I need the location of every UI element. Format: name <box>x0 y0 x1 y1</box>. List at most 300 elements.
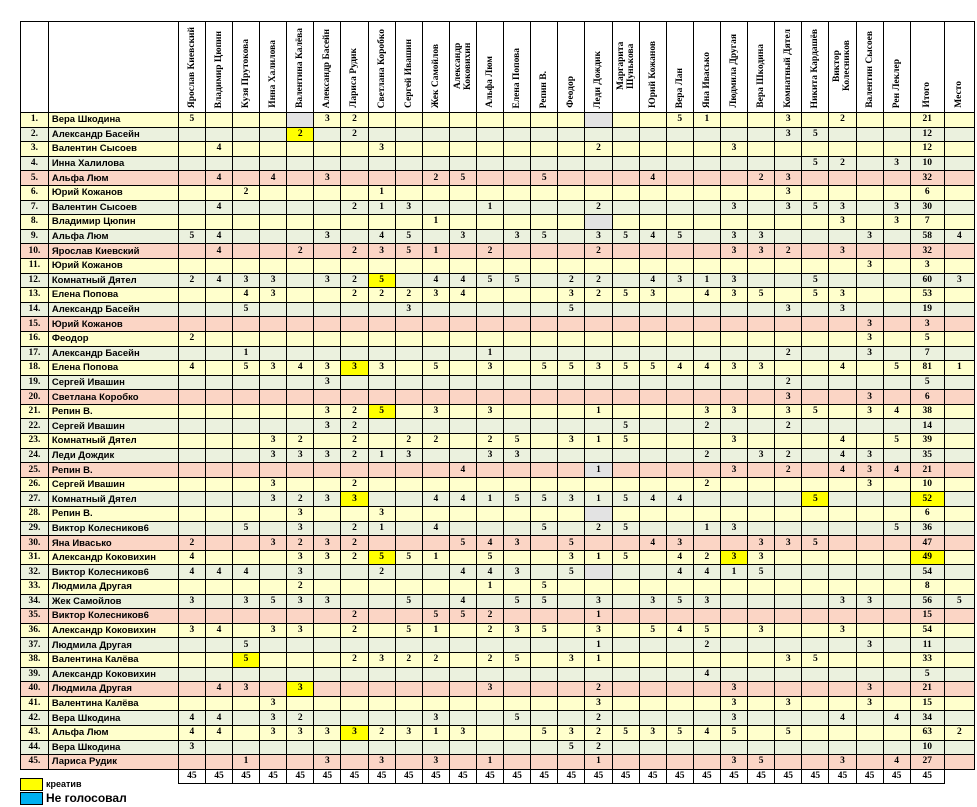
score-cell: 4 <box>693 667 720 682</box>
score-cell <box>585 317 612 332</box>
score-cell <box>504 696 531 711</box>
score-cell <box>449 331 476 346</box>
score-cell <box>639 580 666 595</box>
row-name: Александр Басейн <box>48 302 178 317</box>
score-cell <box>639 404 666 419</box>
score-cell <box>748 375 775 390</box>
score-cell <box>802 185 829 200</box>
score-cell: 4 <box>205 623 232 638</box>
score-cell <box>585 390 612 405</box>
score-cell <box>748 580 775 595</box>
score-cell: 4 <box>178 725 205 740</box>
score-cell <box>314 156 341 171</box>
score-cell <box>287 609 314 624</box>
score-cell <box>205 492 232 507</box>
score-cell <box>504 550 531 565</box>
score-cell <box>233 127 260 142</box>
footer-count-cell: 45 <box>368 769 395 784</box>
score-cell <box>612 638 639 653</box>
score-cell <box>775 361 802 376</box>
score-cell: 1 <box>422 550 449 565</box>
place-cell <box>944 755 974 770</box>
score-cell <box>449 375 476 390</box>
score-cell <box>531 200 558 215</box>
score-cell <box>558 507 585 522</box>
score-cell <box>612 623 639 638</box>
score-cell <box>666 185 693 200</box>
score-cell <box>558 244 585 259</box>
score-cell <box>531 609 558 624</box>
score-cell <box>368 609 395 624</box>
score-cell <box>720 740 747 755</box>
score-cell <box>476 229 503 244</box>
score-cell <box>341 317 368 332</box>
score-cell <box>748 696 775 711</box>
score-cell <box>639 434 666 449</box>
score-cell: 3 <box>260 696 287 711</box>
score-cell: 3 <box>585 594 612 609</box>
score-cell <box>802 331 829 346</box>
score-cell <box>693 127 720 142</box>
score-cell <box>829 740 856 755</box>
score-cell <box>883 652 910 667</box>
score-cell <box>287 477 314 492</box>
table-row <box>21 156 975 171</box>
score-cell <box>693 609 720 624</box>
score-cell <box>531 273 558 288</box>
score-cell <box>693 434 720 449</box>
score-cell: 4 <box>666 492 693 507</box>
score-cell: 5 <box>558 361 585 376</box>
score-cell <box>476 463 503 478</box>
column-header-label: Светлана Коробко <box>376 28 387 108</box>
score-cell <box>829 580 856 595</box>
score-cell <box>639 244 666 259</box>
score-cell <box>449 521 476 536</box>
score-cell <box>775 156 802 171</box>
total-cell: 56 <box>910 594 944 609</box>
score-cell: 3 <box>287 550 314 565</box>
footer-count-cell: 45 <box>531 769 558 784</box>
column-header-26 <box>856 22 883 113</box>
score-cell <box>476 142 503 157</box>
score-cell: 3 <box>856 390 883 405</box>
score-cell <box>856 755 883 770</box>
score-cell <box>422 638 449 653</box>
score-cell <box>558 317 585 332</box>
row-number: 9. <box>21 229 49 244</box>
score-cell <box>368 667 395 682</box>
row-number: 24. <box>21 448 49 463</box>
score-cell <box>504 317 531 332</box>
score-cell <box>531 185 558 200</box>
score-cell <box>287 375 314 390</box>
score-cell <box>395 682 422 697</box>
score-cell: 3 <box>260 273 287 288</box>
score-cell <box>612 682 639 697</box>
score-cell <box>829 229 856 244</box>
score-cell <box>666 288 693 303</box>
score-cell <box>829 609 856 624</box>
score-cell: 4 <box>205 725 232 740</box>
score-cell <box>829 536 856 551</box>
score-cell <box>260 682 287 697</box>
score-cell <box>287 302 314 317</box>
score-cell <box>802 623 829 638</box>
footer-count-cell: 45 <box>748 769 775 784</box>
score-cell <box>775 273 802 288</box>
score-cell <box>639 550 666 565</box>
score-cell <box>748 419 775 434</box>
score-cell: 3 <box>368 244 395 259</box>
score-cell: 2 <box>585 521 612 536</box>
score-cell: 3 <box>639 594 666 609</box>
score-cell <box>612 113 639 128</box>
score-cell: 1 <box>368 448 395 463</box>
score-cell <box>314 521 341 536</box>
score-cell: 4 <box>666 361 693 376</box>
score-cell <box>883 594 910 609</box>
total-cell: 58 <box>910 229 944 244</box>
score-cell <box>205 638 232 653</box>
score-cell <box>476 258 503 273</box>
score-cell <box>178 215 205 230</box>
score-cell <box>422 682 449 697</box>
score-cell <box>829 317 856 332</box>
score-cell: 2 <box>775 419 802 434</box>
score-cell: 2 <box>585 200 612 215</box>
score-cell <box>883 390 910 405</box>
score-cell <box>748 638 775 653</box>
score-cell <box>666 477 693 492</box>
row-name: Комнатный Дятел <box>48 492 178 507</box>
score-cell: 3 <box>178 740 205 755</box>
score-cell: 5 <box>612 229 639 244</box>
score-cell <box>720 156 747 171</box>
score-cell: 3 <box>856 331 883 346</box>
score-cell <box>802 550 829 565</box>
score-cell <box>883 317 910 332</box>
score-cell <box>504 390 531 405</box>
score-cell: 5 <box>612 361 639 376</box>
row-name: Владимир Цюпин <box>48 215 178 230</box>
score-cell <box>802 580 829 595</box>
score-cell: 4 <box>693 361 720 376</box>
score-cell <box>612 258 639 273</box>
footer-count-cell: 45 <box>178 769 205 784</box>
score-cell <box>368 682 395 697</box>
table-row <box>21 623 975 638</box>
score-cell: 3 <box>748 361 775 376</box>
score-cell <box>666 215 693 230</box>
score-cell <box>233 463 260 478</box>
score-cell <box>775 638 802 653</box>
score-cell <box>748 609 775 624</box>
total-cell: 53 <box>910 288 944 303</box>
score-cell: 3 <box>260 434 287 449</box>
score-cell <box>693 740 720 755</box>
score-cell: 5 <box>612 550 639 565</box>
score-cell <box>720 419 747 434</box>
score-cell <box>233 580 260 595</box>
score-cell <box>883 550 910 565</box>
score-cell: 3 <box>829 200 856 215</box>
score-cell: 3 <box>504 565 531 580</box>
score-cell <box>612 740 639 755</box>
place-cell <box>944 463 974 478</box>
row-number: 41. <box>21 696 49 711</box>
score-cell <box>504 142 531 157</box>
score-cell: 3 <box>775 200 802 215</box>
score-cell <box>585 156 612 171</box>
score-cell <box>233 375 260 390</box>
score-cell <box>775 682 802 697</box>
score-cell <box>720 594 747 609</box>
row-name: Лариса Рудик <box>48 755 178 770</box>
score-cell <box>856 288 883 303</box>
score-cell <box>233 623 260 638</box>
table-row <box>21 185 975 200</box>
score-cell <box>639 755 666 770</box>
score-cell: 5 <box>558 740 585 755</box>
score-cell <box>558 142 585 157</box>
score-cell <box>531 507 558 522</box>
score-cell: 5 <box>883 361 910 376</box>
place-cell: 5 <box>944 594 974 609</box>
score-cell: 3 <box>775 113 802 128</box>
score-cell <box>802 696 829 711</box>
score-cell: 3 <box>314 550 341 565</box>
score-cell <box>612 215 639 230</box>
score-cell <box>802 477 829 492</box>
score-cell <box>748 317 775 332</box>
score-cell: 4 <box>205 200 232 215</box>
score-cell: 2 <box>585 273 612 288</box>
score-cell <box>666 463 693 478</box>
score-cell <box>558 463 585 478</box>
score-cell <box>341 142 368 157</box>
score-cell: 2 <box>829 113 856 128</box>
score-cell <box>476 171 503 186</box>
score-cell <box>368 638 395 653</box>
row-number: 27. <box>21 492 49 507</box>
row-name: Яна Ивасько <box>48 536 178 551</box>
total-cell: 19 <box>910 302 944 317</box>
column-header-label: Рен Леклер <box>891 58 902 108</box>
column-header-8 <box>368 22 395 113</box>
score-cell <box>178 477 205 492</box>
score-cell <box>829 507 856 522</box>
table-row <box>21 127 975 142</box>
score-cell <box>395 609 422 624</box>
score-cell <box>205 740 232 755</box>
score-cell <box>802 755 829 770</box>
score-cell <box>395 638 422 653</box>
column-header-label: Жек Самойлов <box>430 43 441 108</box>
score-cell: 3 <box>233 594 260 609</box>
score-cell <box>449 507 476 522</box>
place-cell <box>944 142 974 157</box>
score-cell: 1 <box>422 215 449 230</box>
score-cell: 3 <box>260 477 287 492</box>
score-cell: 3 <box>260 536 287 551</box>
score-cell: 3 <box>639 725 666 740</box>
score-cell: 3 <box>856 477 883 492</box>
score-cell <box>775 594 802 609</box>
score-cell <box>395 273 422 288</box>
score-cell <box>531 113 558 128</box>
footer-count-cell: 45 <box>504 769 531 784</box>
score-cell: 3 <box>883 156 910 171</box>
score-cell: 1 <box>233 346 260 361</box>
row-name: Виктор Колесников6 <box>48 609 178 624</box>
total-header <box>910 22 944 113</box>
column-header-12 <box>476 22 503 113</box>
score-cell: 3 <box>558 550 585 565</box>
score-cell <box>748 740 775 755</box>
score-cell: 5 <box>693 623 720 638</box>
score-cell <box>666 580 693 595</box>
score-cell <box>748 302 775 317</box>
row-name: Александр Басейн <box>48 127 178 142</box>
row-number: 40. <box>21 682 49 697</box>
score-cell: 3 <box>287 521 314 536</box>
score-cell <box>531 434 558 449</box>
score-cell <box>504 200 531 215</box>
score-cell <box>178 448 205 463</box>
table-row <box>21 477 975 492</box>
row-name: Александр Коковихин <box>48 623 178 638</box>
score-cell <box>314 565 341 580</box>
score-cell <box>558 594 585 609</box>
score-cell <box>639 652 666 667</box>
score-cell <box>260 755 287 770</box>
column-header-label: Людмила Другая <box>729 34 740 108</box>
score-cell <box>205 536 232 551</box>
score-cell <box>178 302 205 317</box>
row-number: 21. <box>21 404 49 419</box>
row-number: 5. <box>21 171 49 186</box>
score-cell: 3 <box>775 171 802 186</box>
table-row <box>21 229 975 244</box>
score-cell <box>504 682 531 697</box>
score-cell <box>476 127 503 142</box>
score-cell <box>585 419 612 434</box>
score-cell <box>422 565 449 580</box>
row-number: 36. <box>21 623 49 638</box>
score-cell <box>531 667 558 682</box>
score-cell: 3 <box>558 288 585 303</box>
score-cell: 3 <box>748 448 775 463</box>
score-cell: 5 <box>612 434 639 449</box>
score-cell <box>341 229 368 244</box>
score-cell: 4 <box>422 521 449 536</box>
score-cell <box>856 550 883 565</box>
score-cell: 5 <box>883 521 910 536</box>
score-cell <box>233 156 260 171</box>
score-cell: 5 <box>422 609 449 624</box>
score-cell <box>260 156 287 171</box>
score-cell: 2 <box>422 434 449 449</box>
row-name: Репин В. <box>48 404 178 419</box>
total-cell: 54 <box>910 565 944 580</box>
score-cell <box>639 696 666 711</box>
score-cell <box>856 652 883 667</box>
column-header-11 <box>449 22 476 113</box>
score-cell <box>314 346 341 361</box>
column-header-19 <box>666 22 693 113</box>
score-cell <box>314 142 341 157</box>
row-number: 10. <box>21 244 49 259</box>
row-name: Альфа Люм <box>48 229 178 244</box>
score-table <box>20 21 975 784</box>
score-cell <box>666 696 693 711</box>
score-cell <box>612 448 639 463</box>
column-header-label: Александр Басейн <box>322 28 333 108</box>
score-cell <box>612 273 639 288</box>
score-cell <box>341 375 368 390</box>
score-cell <box>449 711 476 726</box>
place-cell <box>944 565 974 580</box>
row-number: 15. <box>21 317 49 332</box>
score-cell <box>422 696 449 711</box>
row-number: 3. <box>21 142 49 157</box>
place-cell <box>944 390 974 405</box>
score-cell <box>314 667 341 682</box>
score-cell <box>856 565 883 580</box>
score-cell <box>314 215 341 230</box>
score-cell: 5 <box>233 652 260 667</box>
score-cell <box>639 711 666 726</box>
score-cell <box>775 740 802 755</box>
score-cell: 2 <box>585 725 612 740</box>
score-cell <box>856 507 883 522</box>
total-cell: 7 <box>910 215 944 230</box>
place-cell <box>944 375 974 390</box>
score-cell <box>314 317 341 332</box>
score-cell <box>612 127 639 142</box>
score-cell: 4 <box>205 682 232 697</box>
score-cell: 5 <box>178 113 205 128</box>
total-cell: 39 <box>910 434 944 449</box>
footer-count-cell: 45 <box>883 769 910 784</box>
score-cell <box>341 331 368 346</box>
score-cell <box>531 390 558 405</box>
footer-count-cell: 45 <box>802 769 829 784</box>
score-cell: 3 <box>585 361 612 376</box>
score-cell <box>775 711 802 726</box>
score-cell <box>829 419 856 434</box>
score-cell <box>395 711 422 726</box>
legend-label: Не голосовал <box>46 791 127 805</box>
column-header-17 <box>612 22 639 113</box>
score-cell: 2 <box>395 434 422 449</box>
score-cell: 2 <box>341 477 368 492</box>
score-cell <box>314 682 341 697</box>
score-cell <box>612 375 639 390</box>
score-cell <box>260 302 287 317</box>
score-cell <box>260 550 287 565</box>
score-cell <box>720 609 747 624</box>
place-cell <box>944 346 974 361</box>
score-cell <box>612 390 639 405</box>
score-cell <box>585 302 612 317</box>
score-cell: 4 <box>205 711 232 726</box>
score-cell: 3 <box>314 725 341 740</box>
header-number-cell <box>21 22 49 113</box>
score-cell <box>693 302 720 317</box>
score-cell <box>287 229 314 244</box>
